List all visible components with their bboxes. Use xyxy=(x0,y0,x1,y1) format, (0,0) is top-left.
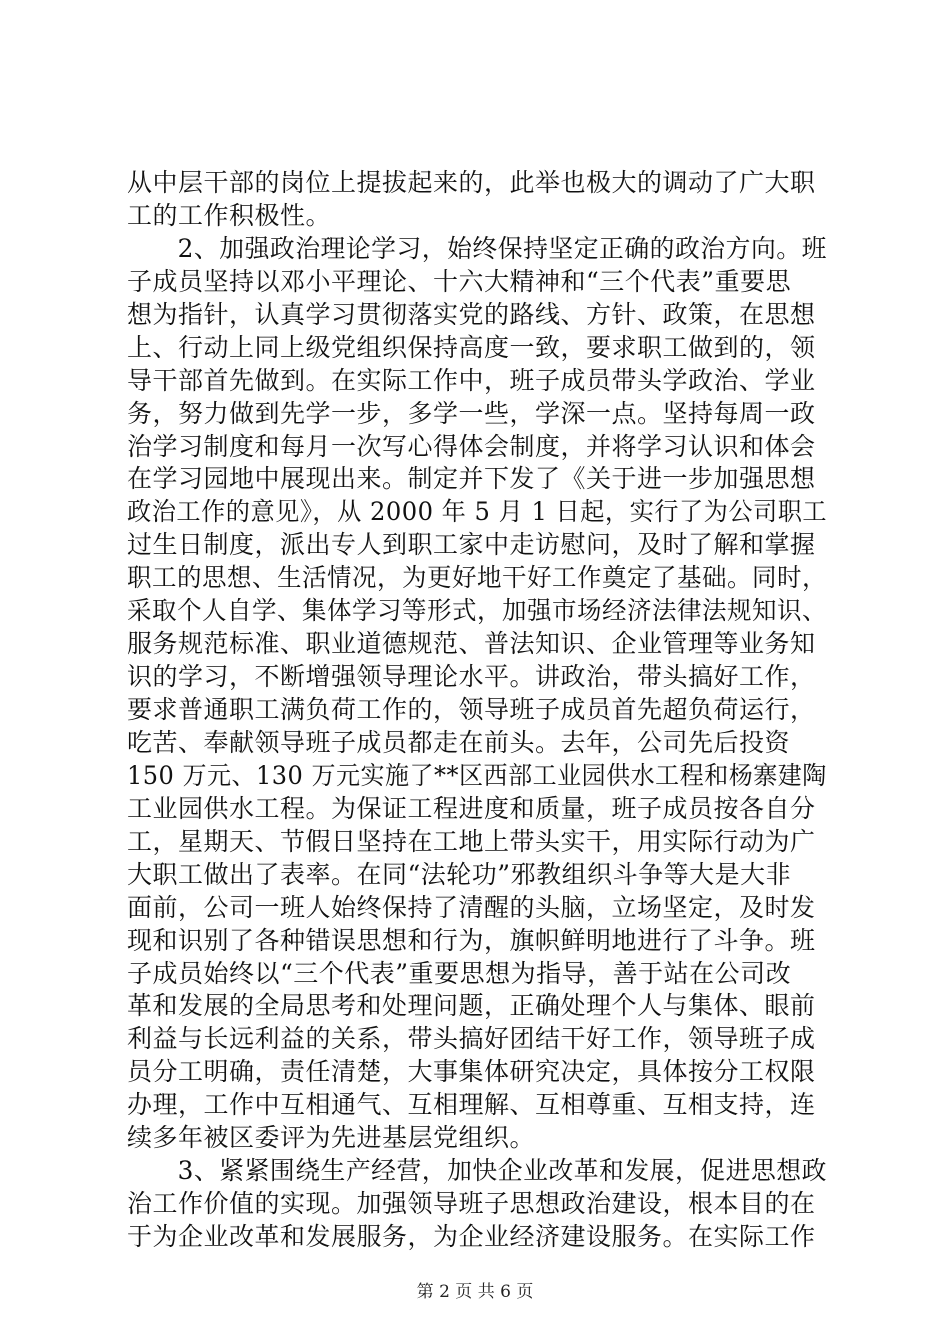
paragraph-line: 于为企业改革和发展服务，为企业经济建设服务。在实际工作 xyxy=(127,1222,816,1251)
paragraph-line: 服务规范标准、职业道德规范、普法知识、企业管理等业务知 xyxy=(127,629,816,658)
paragraph-line: 工业园供水工程。为保证工程进度和质量，班子成员按各自分 xyxy=(127,794,816,823)
paragraph-line: 上、行动上同上级党组织保持高度一致，要求职工做到的，领 xyxy=(127,333,816,362)
paragraph-line: 面前，公司一班人始终保持了清醒的头脑，立场坚定，及时发 xyxy=(127,893,816,922)
paragraph-line: 大职工做出了表率。在同“法轮功”邪教组织斗争等大是大非 xyxy=(127,860,792,889)
paragraph-line: 吃苦、奉献领导班子成员都走在前头。去年，公司先后投资 xyxy=(127,728,791,757)
paragraph-line: 从中层干部的岗位上提拔起来的，此举也极大的调动了广大职 xyxy=(127,168,816,197)
paragraph-line: 过生日制度，派出专人到职工家中走访慰问，及时了解和掌握 xyxy=(127,530,816,559)
paragraph-line: 现和识别了各种错误思想和行为，旗帜鲜明地进行了斗争。班 xyxy=(127,926,816,955)
page-number-footer: 第 2 页 共 6 页 xyxy=(416,1282,534,1302)
paragraph-line: 采取个人自学、集体学习等形式，加强市场经济法律法规知识、 xyxy=(127,596,828,625)
paragraph-line: 子成员坚持以邓小平理论、十六大精神和“三个代表”重要思 xyxy=(127,267,792,296)
paragraph-line: 办理，工作中互相通气、互相理解、互相尊重、互相支持，连 xyxy=(127,1090,816,1119)
paragraph-line: 续多年被区委评为先进基层党组织。 xyxy=(127,1123,536,1152)
paragraph-line: 治工作价值的实现。加强领导班子思想政治建设，根本目的在 xyxy=(127,1189,816,1218)
paragraph-line: 政治工作的意见》，从 2000 年 5 月 1 日起，实行了为公司职工 xyxy=(127,497,828,526)
paragraph-line: 3、紧紧围绕生产经营，加快企业改革和发展，促进思想政 xyxy=(127,1156,827,1185)
paragraph-line: 在学习园地中展现出来。制定并下发了《关于进一步加强思想 xyxy=(127,464,816,493)
paragraph-line: 工的工作积极性。 xyxy=(127,201,332,230)
paragraph-line: 治学习制度和每月一次写心得体会制度，并将学习认识和体会 xyxy=(127,432,816,461)
paragraph-line: 革和发展的全局思考和处理问题，正确处理个人与集体、眼前 xyxy=(127,991,816,1020)
paragraph-line: 2、加强政治理论学习，始终保持坚定正确的政治方向。班 xyxy=(127,234,827,263)
paragraph-line: 要求普通职工满负荷工作的，领导班子成员首先超负荷运行， xyxy=(127,695,816,724)
paragraph-line: 务，努力做到先学一步，多学一些，学深一点。坚持每周一政 xyxy=(127,399,816,428)
paragraph-line: 识的学习，不断增强领导理论水平。讲政治，带头搞好工作， xyxy=(127,662,816,691)
paragraph-line: 工，星期天、节假日坚持在工地上带头实干，用实际行动为广 xyxy=(127,827,816,856)
paragraph-line: 150 万元、130 万元实施了**区西部工业园供水工程和杨寨建陶 xyxy=(127,761,827,790)
paragraph-line: 子成员始终以“三个代表”重要思想为指导，善于站在公司改 xyxy=(127,959,792,988)
paragraph-line: 想为指针，认真学习贯彻落实党的路线、方针、政策，在思想 xyxy=(127,300,816,329)
paragraph-line: 职工的思想、生活情况，为更好地干好工作奠定了基础。同时， xyxy=(127,563,828,592)
paragraph-line: 员分工明确，责任清楚，大事集体研究决定，具体按分工权限 xyxy=(127,1057,816,1086)
paragraph-line: 利益与长远利益的关系，带头搞好团结干好工作，领导班子成 xyxy=(127,1024,816,1053)
paragraph-line: 导干部首先做到。在实际工作中，班子成员带头学政治、学业 xyxy=(127,366,816,395)
